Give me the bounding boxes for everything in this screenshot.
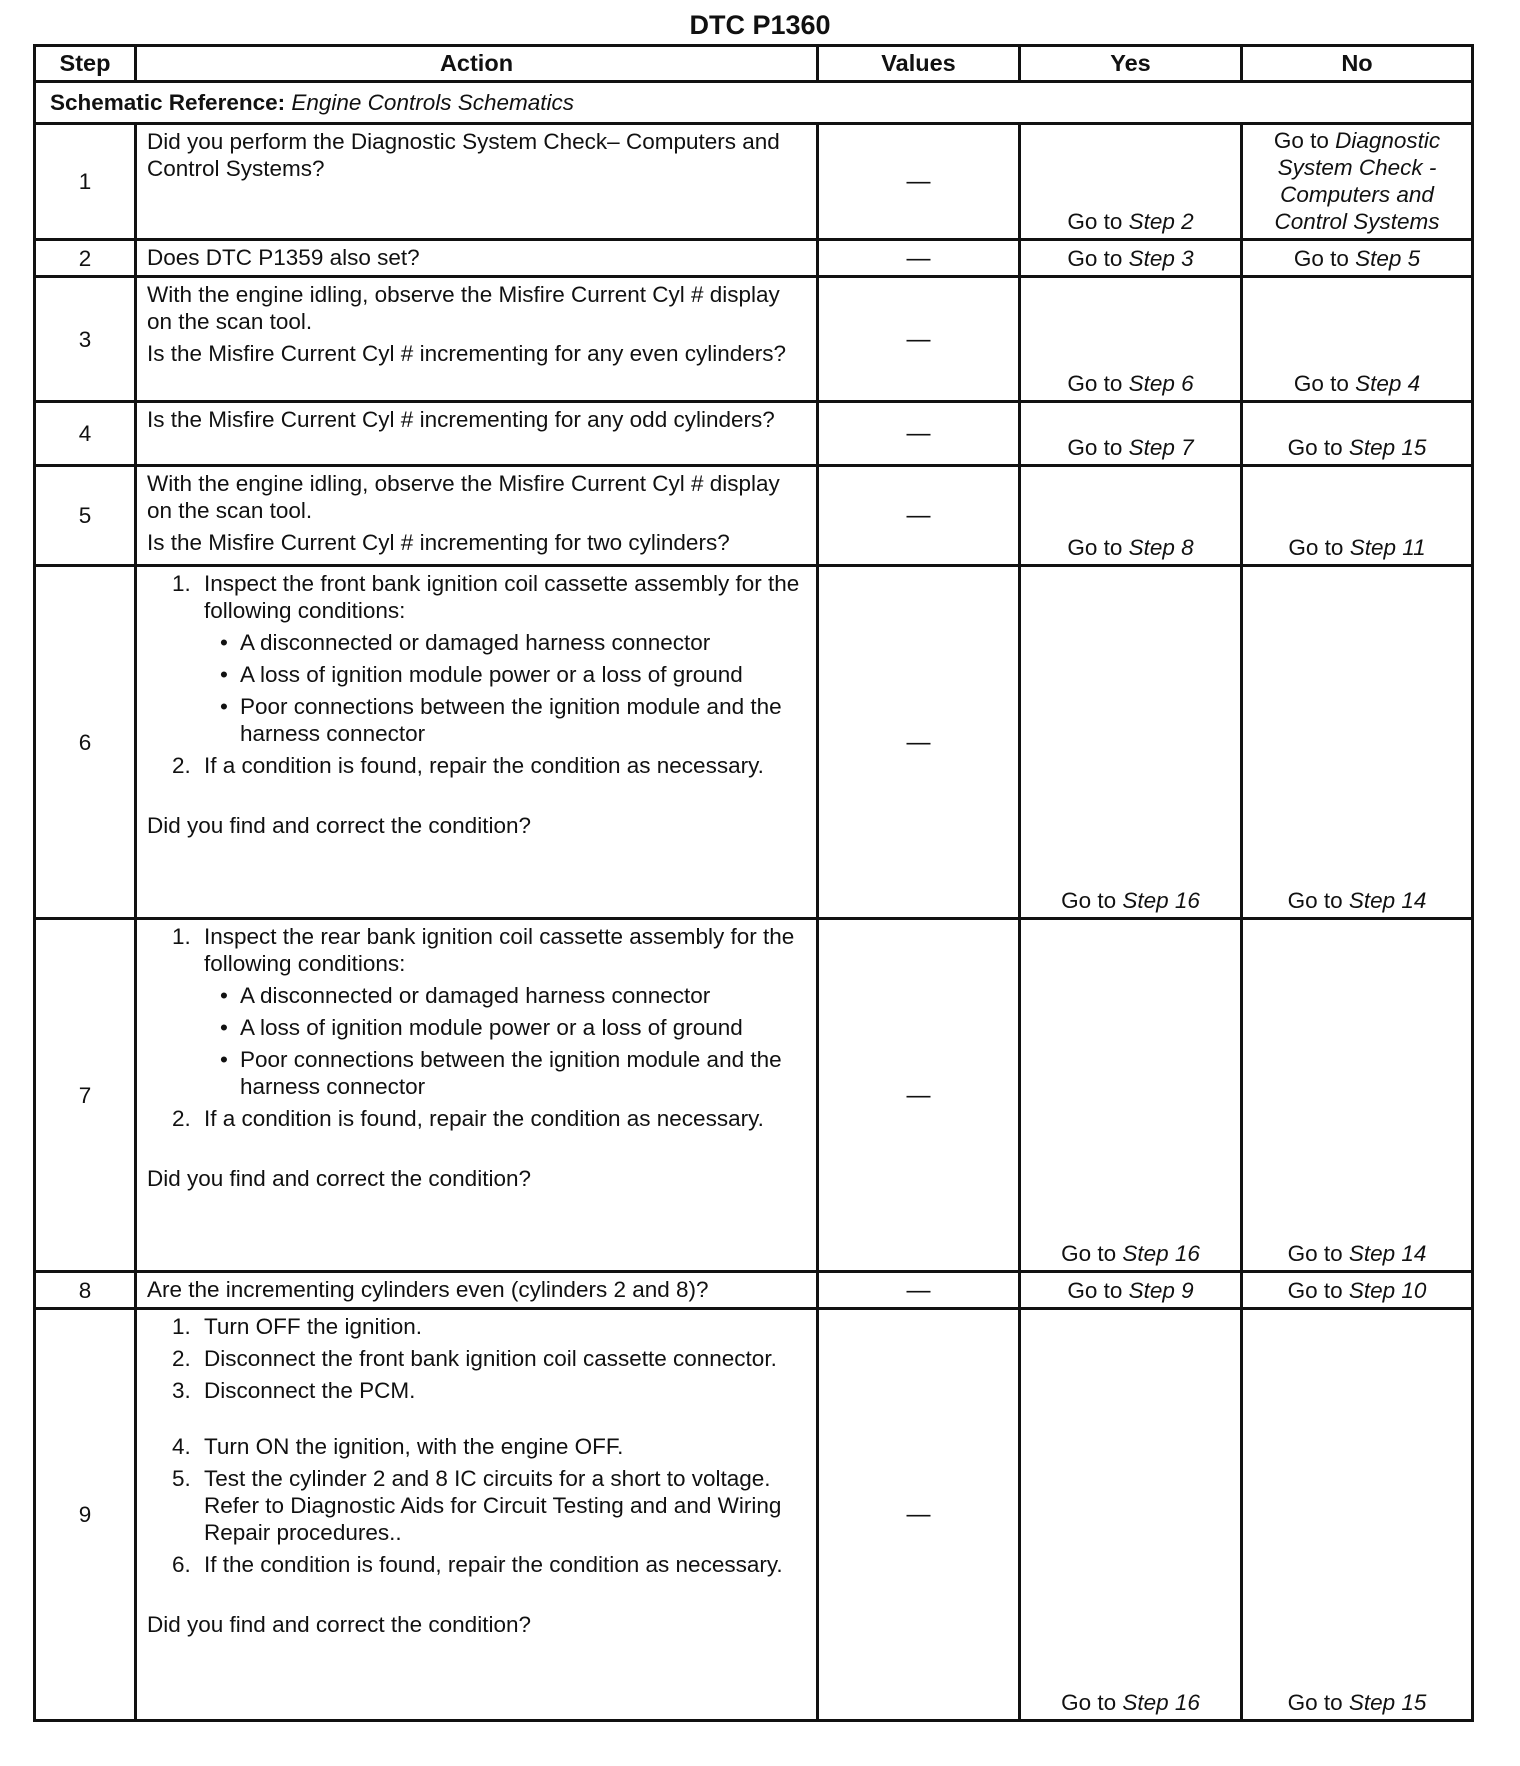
- action-cell: [136, 402, 818, 466]
- action-text: With the engine idling, observe the Misfire Current Cyl # display on the scan tool.: [147, 282, 780, 334]
- goto-link[interactable]: Step 15: [1348, 435, 1427, 460]
- value-cell: —: [818, 1272, 1020, 1309]
- procedure-item: [172, 1465, 806, 1546]
- header-row: [35, 46, 1473, 82]
- no-cell: [1242, 124, 1473, 240]
- table-row: [35, 124, 1473, 240]
- goto-link[interactable]: Step 14: [1348, 888, 1427, 913]
- action-cell: [136, 240, 818, 277]
- item-text: Turn OFF the ignition.: [204, 1314, 423, 1339]
- diagnostic-table: [33, 44, 1474, 1722]
- item-text: If the condition is found, repair the condition as necessary.: [204, 1552, 783, 1577]
- step-number: 3: [35, 277, 136, 402]
- goto-link[interactable]: Step 14: [1348, 1241, 1427, 1266]
- value-cell: —: [818, 466, 1020, 566]
- action-cell: [136, 919, 818, 1272]
- goto-link[interactable]: Step 16: [1122, 888, 1200, 913]
- goto-link[interactable]: Step 2: [1128, 209, 1194, 234]
- item-number: 2.: [172, 753, 191, 778]
- item-number: 6.: [172, 1552, 191, 1577]
- value-cell: —: [818, 919, 1020, 1272]
- header-yes: Yes: [1020, 46, 1242, 82]
- condition-item: • Poor connections between the ignition module and the harness connector: [240, 693, 806, 747]
- goto-prefix: Go to: [1287, 1241, 1343, 1266]
- procedure-item: [172, 1433, 806, 1460]
- goto-link[interactable]: Step 16: [1122, 1690, 1200, 1715]
- goto-link[interactable]: Step 5: [1355, 246, 1421, 271]
- table-row: [35, 466, 1473, 566]
- goto-prefix: Go to: [1067, 209, 1123, 234]
- yes-cell: [1020, 402, 1242, 466]
- goto-prefix: Go to: [1293, 371, 1349, 396]
- item-number: 5.: [172, 1466, 191, 1491]
- procedure-list: [147, 570, 806, 779]
- goto-link[interactable]: Step 9: [1128, 1278, 1194, 1303]
- header-values: Values: [818, 46, 1020, 82]
- step-number: 6: [35, 566, 136, 919]
- action-cell: [136, 1309, 818, 1721]
- action-question: Did you find and correct the condition?: [147, 813, 531, 838]
- goto-link[interactable]: Step 16: [1122, 1241, 1200, 1266]
- goto-prefix: Go to: [1287, 1690, 1343, 1715]
- step-number: 2: [35, 240, 136, 277]
- yes-cell: [1020, 919, 1242, 1272]
- value-cell: —: [818, 402, 1020, 466]
- goto-prefix: Go to: [1067, 535, 1123, 560]
- procedure-list: [147, 1313, 806, 1578]
- page-title: DTC P1360: [689, 10, 831, 40]
- goto-link[interactable]: Diagnostic System Check - Computers and Control Systems: [1274, 128, 1441, 234]
- goto-link[interactable]: Step 8: [1128, 535, 1194, 560]
- goto-link[interactable]: Step 10: [1348, 1278, 1427, 1303]
- item-number: 2.: [172, 1346, 191, 1371]
- yes-cell: [1020, 124, 1242, 240]
- goto-prefix: Go to: [1061, 888, 1117, 913]
- procedure-item: [172, 752, 806, 779]
- action-cell: [136, 566, 818, 919]
- procedure-item: [172, 923, 806, 1100]
- action-cell: [136, 124, 818, 240]
- goto-prefix: Go to: [1067, 435, 1123, 460]
- goto-prefix: Go to: [1067, 1278, 1123, 1303]
- condition-list: [204, 629, 806, 747]
- procedure-item: [172, 1345, 806, 1372]
- item-text: Disconnect the PCM.: [204, 1378, 416, 1403]
- goto-prefix: Go to: [1287, 1278, 1343, 1303]
- goto-prefix: Go to: [1287, 888, 1343, 913]
- item-text: Inspect the rear bank ignition coil cassette assembly for the following conditions:: [204, 924, 795, 976]
- header-no: No: [1242, 46, 1473, 82]
- table-row: [35, 566, 1473, 919]
- condition-item: • A disconnected or damaged harness connector: [240, 629, 806, 656]
- action-cell: [136, 1272, 818, 1309]
- action-text: Are the incrementing cylinders even (cylinders 2 and 8)?: [147, 1277, 709, 1302]
- yes-cell: [1020, 1309, 1242, 1721]
- condition-item: • A loss of ignition module power or a loss of ground: [240, 1014, 806, 1041]
- yes-cell: [1020, 466, 1242, 566]
- header-step: Step: [35, 46, 136, 82]
- no-cell: [1242, 1309, 1473, 1721]
- goto-prefix: Go to: [1067, 246, 1123, 271]
- goto-link[interactable]: Step 3: [1128, 246, 1194, 271]
- condition-item: • A loss of ignition module power or a loss of ground: [240, 661, 806, 688]
- no-cell: [1242, 919, 1473, 1272]
- condition-item: • A disconnected or damaged harness connector: [240, 982, 806, 1009]
- item-number: 4.: [172, 1434, 191, 1459]
- value-cell: —: [818, 566, 1020, 919]
- no-cell: [1242, 240, 1473, 277]
- item-number: 1.: [172, 1314, 191, 1339]
- value-cell: —: [818, 1309, 1020, 1721]
- goto-prefix: Go to: [1061, 1690, 1117, 1715]
- header-action: Action: [136, 46, 818, 82]
- goto-prefix: Go to: [1067, 371, 1123, 396]
- value-cell: —: [818, 124, 1020, 240]
- item-number: 2.: [172, 1106, 191, 1131]
- table-row: [35, 402, 1473, 466]
- schematic-reference-link[interactable]: Engine Controls Schematics: [291, 90, 575, 115]
- item-text: If a condition is found, repair the condition as necessary.: [204, 1106, 764, 1131]
- item-text: Inspect the front bank ignition coil cassette assembly for the following conditions:: [204, 571, 800, 623]
- step-number: 5: [35, 466, 136, 566]
- no-cell: [1242, 466, 1473, 566]
- no-cell: [1242, 402, 1473, 466]
- item-number: 3.: [172, 1378, 191, 1403]
- goto-prefix: Go to: [1273, 128, 1329, 153]
- goto-link[interactable]: Step 4: [1355, 371, 1421, 396]
- action-text: Is the Misfire Current Cyl # incrementing for any odd cylinders?: [147, 407, 775, 432]
- action-question: Did you find and correct the condition?: [147, 1166, 531, 1191]
- procedure-list: [147, 923, 806, 1132]
- yes-cell: [1020, 277, 1242, 402]
- action-question: Is the Misfire Current Cyl # incrementing for two cylinders?: [147, 530, 730, 555]
- action-text: Does DTC P1359 also set?: [147, 245, 420, 270]
- table-row: [35, 240, 1473, 277]
- action-cell: [136, 277, 818, 402]
- procedure-item: [172, 570, 806, 747]
- action-cell: [136, 466, 818, 566]
- no-cell: [1242, 277, 1473, 402]
- step-number: 8: [35, 1272, 136, 1309]
- table-row: [35, 919, 1473, 1272]
- goto-link[interactable]: Step 11: [1349, 535, 1426, 560]
- item-number: 1.: [172, 571, 191, 596]
- procedure-item: [172, 1377, 806, 1404]
- table-row: [35, 277, 1473, 402]
- item-text: Test the cylinder 2 and 8 IC circuits for a short to voltage. Refer to Diagnostic Aids for Circuit Testing and and Wiring Repair procedures..: [204, 1466, 782, 1545]
- action-question: Did you find and correct the condition?: [147, 1612, 531, 1637]
- goto-link[interactable]: Step 7: [1128, 435, 1194, 460]
- step-number: 7: [35, 919, 136, 1272]
- table-row: [35, 1272, 1473, 1309]
- action-text: With the engine idling, observe the Misfire Current Cyl # display on the scan tool.: [147, 471, 780, 523]
- goto-link[interactable]: Step 6: [1128, 371, 1194, 396]
- table-row: [35, 1309, 1473, 1721]
- goto-link[interactable]: Step 15: [1348, 1690, 1427, 1715]
- item-text: Disconnect the front bank ignition coil cassette connector.: [204, 1346, 777, 1371]
- value-cell: —: [818, 277, 1020, 402]
- condition-item: • Poor connections between the ignition module and the harness connector: [240, 1046, 806, 1100]
- condition-list: [204, 982, 806, 1100]
- goto-prefix: Go to: [1293, 246, 1349, 271]
- value-cell: —: [818, 240, 1020, 277]
- yes-cell: [1020, 566, 1242, 919]
- step-number: 1: [35, 124, 136, 240]
- step-number: 9: [35, 1309, 136, 1721]
- action-text: Did you perform the Diagnostic System Check– Computers and Control Systems?: [147, 129, 780, 181]
- schematic-reference: [35, 82, 1473, 124]
- procedure-item: [172, 1313, 806, 1340]
- goto-prefix: Go to: [1061, 1241, 1117, 1266]
- item-text: Turn ON the ignition, with the engine OFF.: [204, 1434, 624, 1459]
- step-number: 4: [35, 402, 136, 466]
- yes-cell: [1020, 1272, 1242, 1309]
- schematic-reference-row: [35, 82, 1473, 124]
- yes-cell: [1020, 240, 1242, 277]
- action-question: Is the Misfire Current Cyl # incrementing for any even cylinders?: [147, 341, 787, 366]
- item-number: 1.: [172, 924, 191, 949]
- procedure-item: [172, 1551, 806, 1578]
- goto-prefix: Go to: [1287, 435, 1343, 460]
- no-cell: [1242, 566, 1473, 919]
- no-cell: [1242, 1272, 1473, 1309]
- schematic-reference-label: Schematic Reference:: [50, 90, 286, 115]
- procedure-item: [172, 1105, 806, 1132]
- goto-prefix: Go to: [1288, 535, 1344, 560]
- item-text: If a condition is found, repair the condition as necessary.: [204, 753, 764, 778]
